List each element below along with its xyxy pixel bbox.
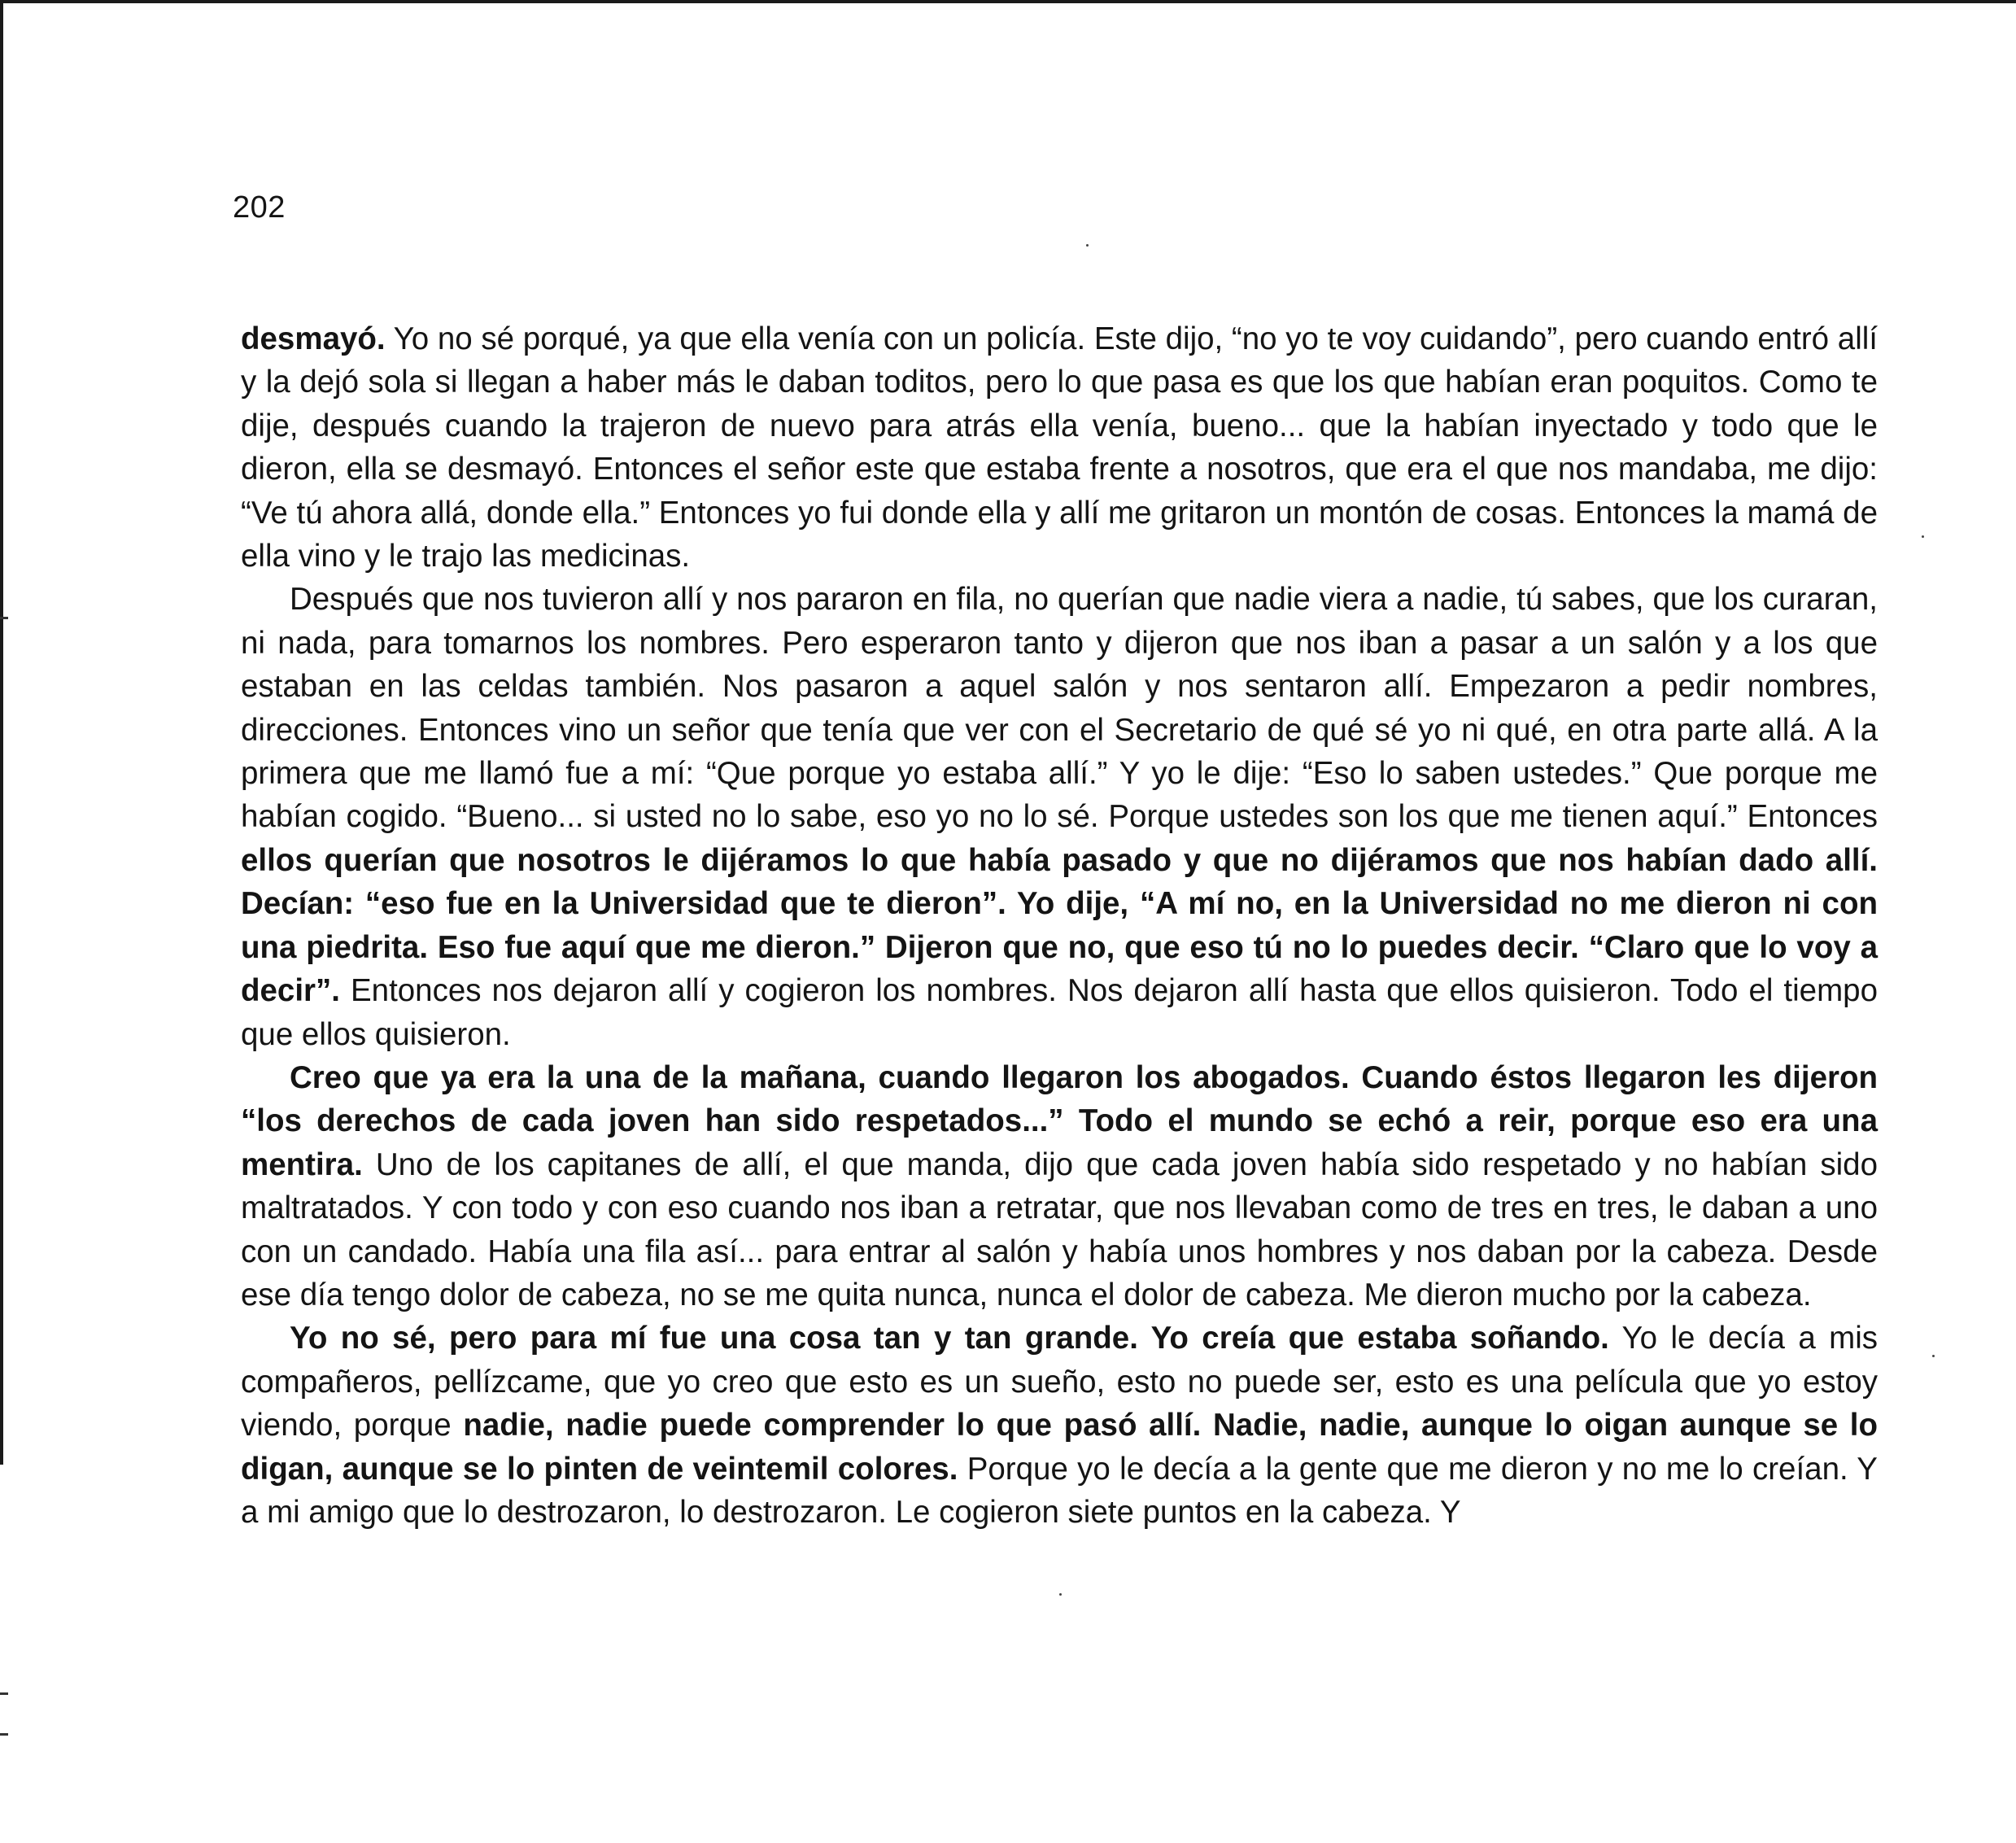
body-text — [241, 317, 1878, 1534]
scan-speck — [1932, 1355, 1935, 1357]
scan-speck — [1922, 535, 1924, 538]
text-segment-bold: Creo que ya era la una de la mañana, cuando llegaron los abogados. Cuando éstos llegaron les dijeron “los derechos de cada joven han sido respetados...” Todo el mundo se echó a reir, porque eso era una mentira. — [241, 1059, 1878, 1182]
scan-left-border — [0, 0, 3, 1465]
text-segment: Entonces nos dejaron allí y cogieron los nombres. Nos dejaron allí hasta que ellos quisieron. Todo el tiempo que ellos quisieron. — [241, 973, 1878, 1052]
paragraph-3 — [241, 1056, 1878, 1317]
text-segment-bold: nadie, nadie puede comprender lo que pasó allí. Nadie, nadie, aunque lo oigan aunque se lo digan, aunque se lo pinten de veintemil colores. — [241, 1408, 1879, 1487]
text-segment: Después que nos tuvieron allí y nos pararon en fila, no querían que nadie viera a nadie, tú sabes, que los curaran, ni nada, para tomarnos los nombres. Pero esperaron tanto y dijeron que nos iban a pasar a un salón y a los que estaban en las celdas también. Nos pasaron a aquel salón y nos sentaron allí. Empezaron a pedir nombres, direcciones. Entonces vino un señor que tenía que ver con el Secretario de qué sé yo ni qué, en otra parte allá. A la primera que me llamó fue a mí: “Que porque yo estaba allí.” Y yo le dije: “Eso lo saben ustedes.” Que porque me habían cogido. “Bueno... si usted no lo sabe, eso yo no lo sé. Porque ustedes son los que me tienen aquí.” Entonces — [241, 582, 1878, 835]
scan-top-border — [0, 0, 2016, 3]
text-segment-bold: ellos querían que nosotros le dijéramos lo que había pasado y que no dijéramos que nos habían dado allí. Decían: “eso fue en la Universidad que te dieron”. Yo dije, “A mí no, en la Universidad no me dieron ni con una piedrita. Eso fue aquí que me dieron.” Dijeron que no, que eso tú no lo puedes decir. “Claro que lo voy a decir”. — [241, 842, 1878, 1009]
page-number: 202 — [233, 190, 286, 225]
scan-margin-mark — [0, 1733, 8, 1736]
scan-margin-mark — [0, 617, 8, 619]
text-segment: Uno de los capitanes de allí, el que manda, dijo que cada joven había sido respetado y no habían sido maltratados. Y con todo y con eso cuando nos iban a retratar, que nos llevaban como de tres en tres, le daban a uno con un candado. Había una fila así... para entrar al salón y había unos hombres y nos daban por la cabeza. Desde ese día tengo dolor de cabeza, no se me quita nunca, nunca el dolor de cabeza. Me dieron mucho por la cabeza. — [241, 1146, 1878, 1312]
paragraph-4 — [241, 1317, 1878, 1534]
text-segment-bold: desmayó. — [241, 321, 386, 356]
text-segment: Porque yo le decía a la gente que me dieron y no me lo creían. Y a mi amigo que lo destrozaron, lo destrozaron. Le cogieron siete puntos en la cabeza. Y — [241, 1451, 1878, 1530]
scan-margin-mark — [0, 1692, 8, 1695]
paragraph-2 — [241, 578, 1878, 1055]
scan-speck — [1086, 244, 1089, 247]
text-segment-bold: Yo no sé, pero para mí fue una cosa tan y tan grande. Yo creía que estaba soñando. — [290, 1321, 1609, 1356]
scan-speck — [1059, 1593, 1062, 1596]
text-segment: Yo no sé porqué, ya que ella venía con un policía. Este dijo, “no yo te voy cuidando”, pero cuando entró allí y la dejó sola si llegan a haber más le daban toditos, pero lo que pasa es que los que habían eran poquitos. Como te dije, después cuando la trajeron de nuevo para atrás ella venía, bueno... que la habían inyectado y todo que le dieron, ella se desmayó. Entonces el señor este que estaba frente a nosotros, que era el que nos mandaba, me dijo: “Ve tú ahora allá, donde ella.” Entonces yo fui donde ella y allí me gritaron un montón de cosas. Entonces la mamá de ella vino y le trajo las medicinas. — [241, 321, 1878, 574]
paragraph-1 — [241, 317, 1878, 578]
text-segment: Yo le decía a mis compañeros, pellízcame, que yo creo que esto es un sueño, esto no puede ser, esto es una película que yo estoy viendo, porque — [241, 1321, 1878, 1443]
